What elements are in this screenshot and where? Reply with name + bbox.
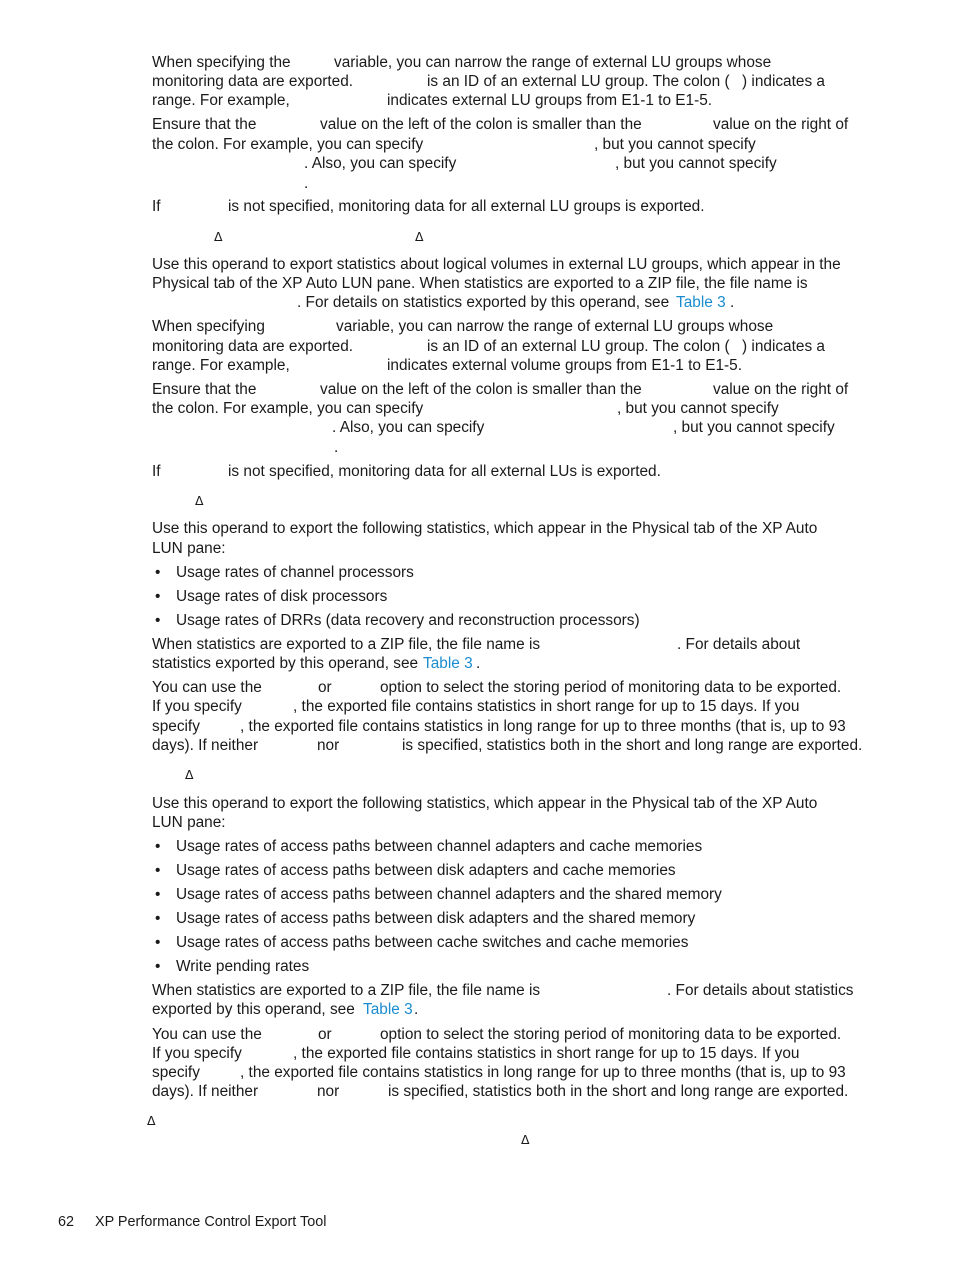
bullet-icon: • bbox=[155, 564, 161, 581]
delta-symbol-icon: Δ bbox=[214, 229, 223, 244]
table-3-link[interactable]: Table 3 bbox=[363, 1001, 413, 1018]
paragraph-line: LUN pane: bbox=[152, 540, 226, 557]
delta-symbol-icon: Δ bbox=[195, 493, 204, 508]
paragraph-line: . bbox=[304, 175, 309, 192]
bullet-icon: • bbox=[155, 934, 161, 951]
paragraph-line: Use this operand to export the following statistics, which appear in the Physical tab of the XP Auto bbox=[152, 520, 818, 537]
document-page: When specifying the variable, you can narrow the range of external LU groups whose monitoring data are exported. is an ID of an external LU group. The colon ( ) indicates a range. For example, indicates external LU groups from E1-1 to E1-5. Ensure that the value on the left of the colon is smaller than the value on the right of the colon. For example, you can specify , but you cannot specify . Also, you can specify , but you cannot specify . If is not specified, monitoring data for all external LU groups is exported. Δ Δ Use this operand to export statistics about logical volumes in external LU groups, which appear in the Physical tab of the XP Auto LUN pane. When statistics are exported to a ZIP file, the file name is . For details on statistics exported by this operand, see Table 3 . When specifying variable, you can narrow the range of external LU groups whose monitoring data are exported. is an ID of an external LU group. The colon ( ) indicates a range. For example, indicates external volume groups from E1-1 to E1-5. Ensure that the value on the left of the colon is smaller than the value on the right of the colon. For example, you can specify , but you cannot specify . Also, you can specify , but you cannot specify . If is not specified, monitoring data for all external LUs is exported. Δ Use this operand to export the following statistics, which appear in the Physical tab of the XP Auto LUN pane: • Usage rates of channel processors • Usage rates of disk processors • Usage rates of DRRs (data recovery and reconstruction processors) When statistics are exported to a ZIP file, the file name is . For details about statistics exported by this operand, see Table 3 . You can use the or option to select the storing period of monitoring data to be exported. If you specify , the exported file contains statistics in short range for up to 15 days. If you specify , the exported file contains statistics in long range for up to three months (that is, up to 93 days). If neither nor is specified, statistics both in the short and long range are exported. Δ Use this operand to export the following statistics, which appear in the Physical tab of the XP Auto LUN pane: • Usage rates of access paths between channel adapters and cache memories • Usage rates of access paths between disk adapters and cache memories • Usage rates of access paths between channel adapters and the shared memory • Usage rates of access paths between disk adapters and the shared memory • Usage rates of access paths between cache switches and cache memories • Write pending rates When statistics are exported to a ZIP file, the file name is . For details about statistics exported by this operand, see Table 3 . You can use the or option to select the storing period of monitoring data to be exported. If you specify , the exported file contains statistics in short range for up to 15 days. If you specify , the exported file contains statistics in long range for up to three months (that is, up to 93 days). If neither nor is specified, statistics both in the short and long range are exported. Δ Δ 62 XP Performance Control Export Tool bbox=[58, 54, 863, 1230]
bullet-icon: • bbox=[155, 958, 161, 975]
list-item: Usage rates of access paths between channel adapters and cache memories bbox=[176, 838, 703, 855]
list-item: Usage rates of disk processors bbox=[176, 588, 388, 605]
paragraph-line: . bbox=[334, 439, 339, 456]
paragraph-line: Physical tab of the XP Auto LUN pane. When statistics are exported to a ZIP file, the file name is bbox=[152, 275, 808, 292]
paragraph-line: LUN pane: bbox=[152, 814, 226, 831]
bullet-icon: • bbox=[155, 612, 161, 629]
list-item: Usage rates of access paths between channel adapters and the shared memory bbox=[176, 886, 722, 903]
table-3-link[interactable]: Table 3 bbox=[423, 655, 473, 672]
delta-symbol-icon: Δ bbox=[147, 1113, 156, 1128]
bullet-icon: • bbox=[155, 862, 161, 879]
footer-title: XP Performance Control Export Tool bbox=[95, 1214, 327, 1230]
list-item: Usage rates of access paths between disk adapters and cache memories bbox=[176, 862, 676, 879]
paragraph-line: Use this operand to export the following statistics, which appear in the Physical tab of the XP Auto bbox=[152, 795, 818, 812]
bullet-icon: • bbox=[155, 910, 161, 927]
list-item: Usage rates of access paths between disk adapters and the shared memory bbox=[176, 910, 696, 927]
table-3-link[interactable]: Table 3 bbox=[676, 294, 726, 311]
bullet-icon: • bbox=[155, 838, 161, 855]
delta-symbol-icon: Δ bbox=[521, 1132, 530, 1147]
list-item: Usage rates of channel processors bbox=[176, 564, 414, 581]
list-item: Write pending rates bbox=[176, 958, 310, 975]
paragraph-line: Use this operand to export statistics about logical volumes in external LU groups, which appear in the bbox=[152, 256, 841, 273]
delta-symbol-icon: Δ bbox=[185, 767, 194, 782]
bullet-icon: • bbox=[155, 886, 161, 903]
page-number: 62 bbox=[58, 1214, 75, 1230]
delta-symbol-icon: Δ bbox=[415, 229, 424, 244]
list-item: Usage rates of access paths between cache switches and cache memories bbox=[176, 934, 689, 951]
bullet-icon: • bbox=[155, 588, 161, 605]
list-item: Usage rates of DRRs (data recovery and reconstruction processors) bbox=[176, 612, 640, 629]
